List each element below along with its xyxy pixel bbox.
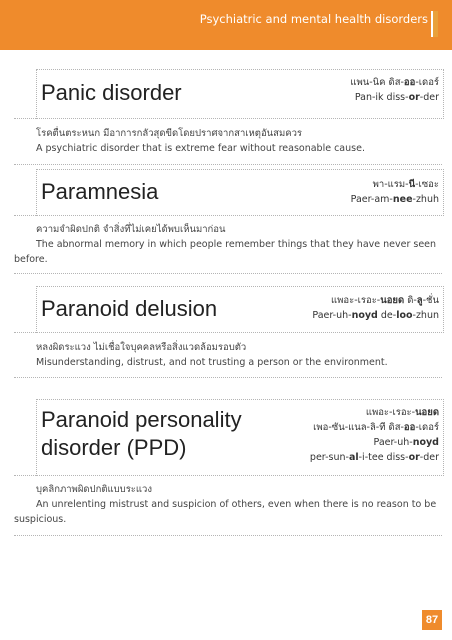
english-definition: An unrelenting mistrust and suspicion of others, even when there is no reason to be suspicious. xyxy=(14,499,437,525)
entry-body-paranoid-delusion xyxy=(14,332,442,378)
entry-head-panic-disorder xyxy=(36,69,444,119)
thai-pronunciation-2: เพอ-ซัน-แนล-ลิ-ที ดิส-ออ-เดอร์ xyxy=(313,422,439,433)
english-pronunciation: Pan-ik diss-or-der xyxy=(354,92,439,103)
english-pronunciation-2: per-sun-al-i-tee diss-or-der xyxy=(309,452,439,463)
english-definition: Misunderstanding, distrust, and not trusting a person or the environment. xyxy=(36,357,388,368)
thai-pronunciation: แพอะ-เรอะ-นอยด ดิ-ลู-ชั่น xyxy=(331,295,439,306)
thai-definition: หลงผิดระแวง ไม่เชื่อใจบุคคลหรือสิ่งแวดล้อมรอบตัว xyxy=(36,342,247,353)
thai-pronunciation-1: แพอะ-เรอะ-นอยด xyxy=(365,407,439,418)
entry-head-paranoid-delusion xyxy=(36,286,444,333)
header-accent-bar xyxy=(431,11,438,37)
header-band xyxy=(0,0,452,50)
entry-body-paranoid-personality-disorder xyxy=(14,475,442,536)
english-definition: The abnormal memory in which people remember things that they have never seen before. xyxy=(14,239,437,265)
entry-body-paramnesia xyxy=(14,215,442,274)
pronunciation xyxy=(312,293,439,323)
term-line-1: Paranoid personality xyxy=(41,407,242,432)
pronunciation xyxy=(310,405,439,465)
english-pronunciation-1: Paer-uh-noyd xyxy=(373,437,439,448)
pronunciation xyxy=(351,177,439,207)
english-pronunciation: Paer-am-nee-zhuh xyxy=(350,194,439,205)
term: Paranoid delusion xyxy=(41,296,218,321)
pronunciation xyxy=(350,75,439,105)
header-title: Psychiatric and mental health disorders xyxy=(199,12,428,26)
term: Panic disorder xyxy=(41,80,182,105)
english-pronunciation: Paer-uh-noyd de-loo-zhun xyxy=(312,310,439,321)
thai-definition: บุคลิกภาพผิดปกติแบบระแวง xyxy=(36,484,152,495)
term-line-2: disorder (PPD) xyxy=(41,435,187,460)
entry-head-paranoid-personality-disorder xyxy=(36,399,444,476)
entry-body-panic-disorder xyxy=(14,118,442,165)
thai-definition: โรคตื่นตระหนก มีอาการกลัวสุดขีดโดยปราศจากสาเหตุอันสมควร xyxy=(36,128,303,139)
thai-pronunciation: พา-แรม-นี-เซอะ xyxy=(372,179,439,190)
english-definition: A psychiatric disorder that is extreme fear without reasonable cause. xyxy=(36,143,365,154)
entry-head-paramnesia xyxy=(36,169,444,216)
term: Paramnesia xyxy=(41,179,159,204)
thai-definition: ความจำผิดปกติ จำสิ่งที่ไม่เคยได้พบเห็นมาก่อน xyxy=(36,224,226,235)
thai-pronunciation: แพน-นิค ดิส-ออ-เดอร์ xyxy=(350,77,439,88)
page-number: 87 xyxy=(422,610,442,630)
